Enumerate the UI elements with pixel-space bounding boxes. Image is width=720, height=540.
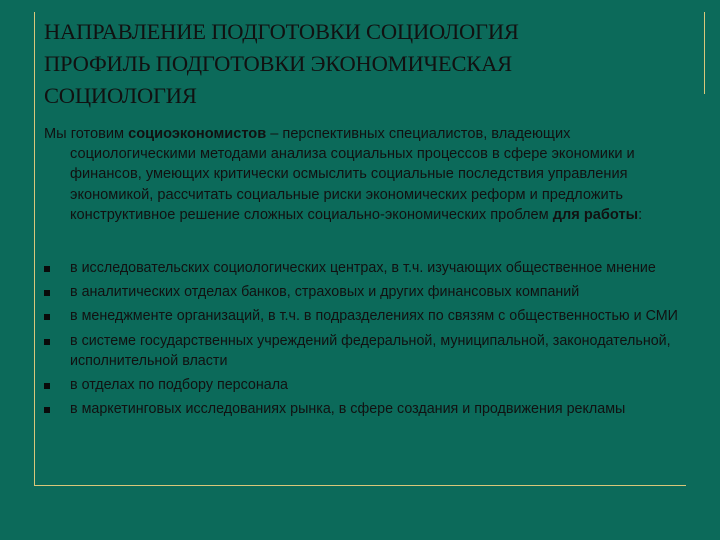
intro-paragraph xyxy=(44,124,684,225)
list-item-text: в аналитических отделах банков, страховых и других финансовых компаний xyxy=(70,284,580,301)
intro-prefix: Мы готовим xyxy=(44,126,129,142)
intro-after-term: – перспективных специалистов, владеющих xyxy=(266,126,571,142)
list-item xyxy=(44,399,694,419)
frame-line-left xyxy=(34,12,35,486)
list-item xyxy=(44,282,694,302)
list-item-text: в маркетинговых исследованиях рынка, в сфере создания и продвижения рекламы xyxy=(70,401,626,418)
square-bullet-icon xyxy=(44,314,50,320)
intro-body xyxy=(44,144,684,225)
square-bullet-icon xyxy=(44,290,50,296)
title-line-1: НАПРАВЛЕНИЕ ПОДГОТОВКИ СОЦИОЛОГИЯ xyxy=(44,19,519,44)
frame-line-bottom xyxy=(34,485,686,486)
title-line-2: ПРОФИЛЬ ПОДГОТОВКИ ЭКОНОМИЧЕСКАЯ xyxy=(44,51,512,76)
intro-bold-tail: для работы xyxy=(552,206,639,223)
intro-bold-term: социоэкономистов xyxy=(128,126,267,142)
list-item xyxy=(44,306,694,326)
workplace-list xyxy=(44,258,694,423)
list-item-text: в отделах по подбору персонала xyxy=(70,377,288,394)
list-item xyxy=(44,331,694,371)
list-item-text: в исследовательских социологических центрах, в т.ч. изучающих общественное мнение xyxy=(70,260,656,276)
intro-first-line xyxy=(44,124,684,144)
list-item xyxy=(44,375,694,395)
intro-end: : xyxy=(638,206,643,223)
square-bullet-icon xyxy=(44,266,50,272)
intro-body-text: социологическими методами анализа социальных процессов в сфере экономики и финансов, умеющих критически осмыслить социальные последствия управления экономикой, рассчитать социальные риски экономических реформ и предложить конструктивное решение сложных социально-экономических проблем xyxy=(70,146,635,223)
list-item-text: в менеджменте организаций, в т.ч. в подразделениях по связям с общественностью и СМИ xyxy=(70,308,678,325)
square-bullet-icon xyxy=(44,383,50,389)
title-line-3: СОЦИОЛОГИЯ xyxy=(44,83,197,108)
square-bullet-icon xyxy=(44,339,50,345)
slide-title xyxy=(44,16,714,112)
list-item-text: в системе государственных учреждений федеральной, муниципальной, законодательной, исполнительной власти xyxy=(70,332,671,369)
list-item xyxy=(44,258,694,278)
square-bullet-icon xyxy=(44,407,50,413)
